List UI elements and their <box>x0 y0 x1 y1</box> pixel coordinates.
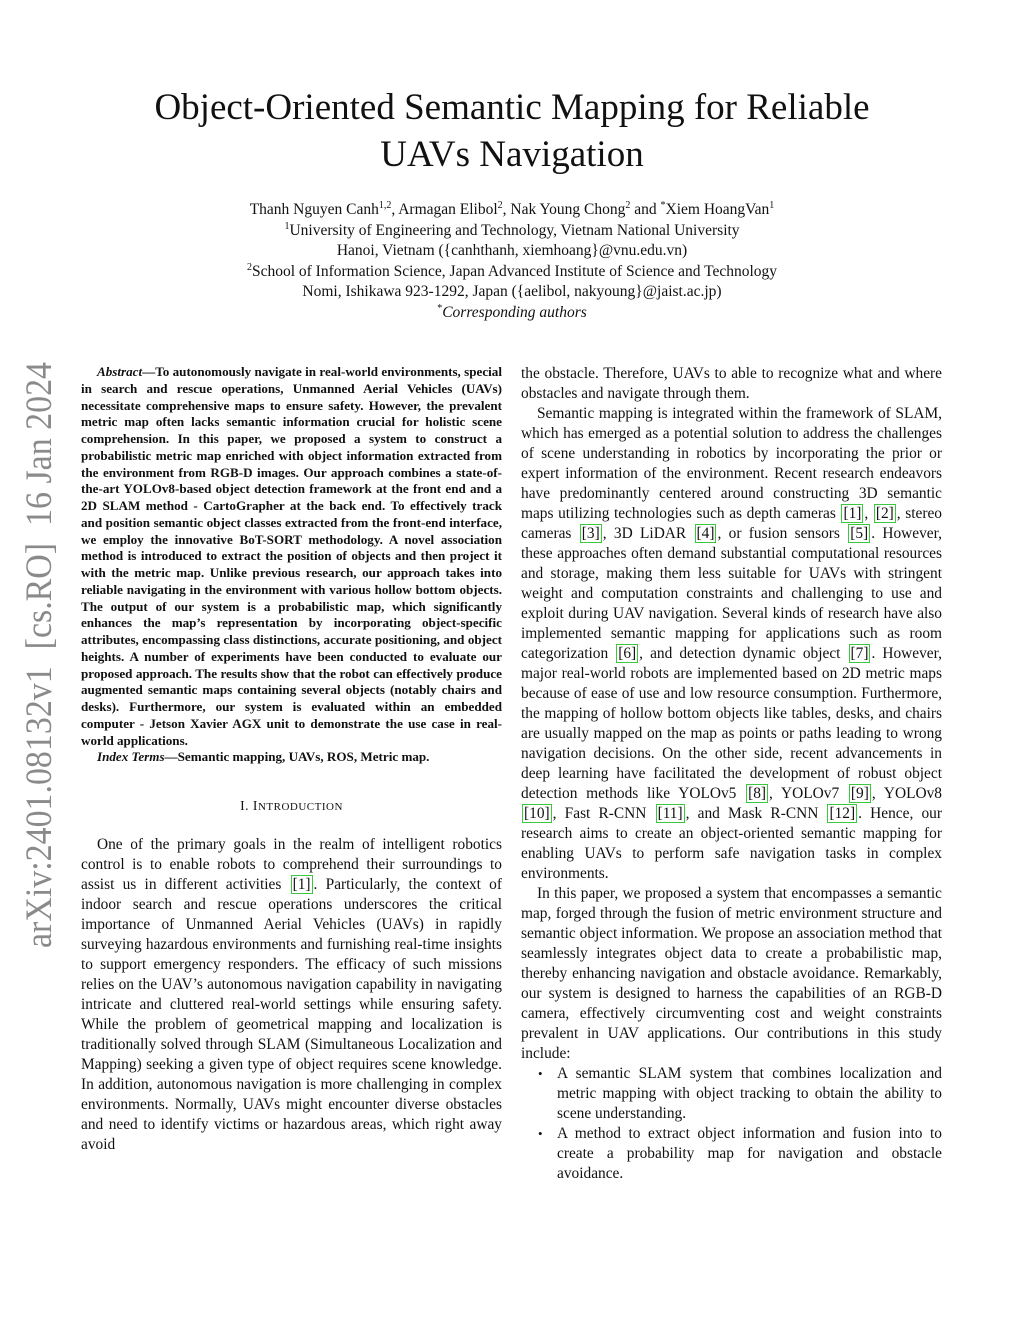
text-run: , 3D LiDAR <box>602 525 694 542</box>
bullet-icon: • <box>538 1126 543 1141</box>
citation-link[interactable]: [12] <box>829 805 856 822</box>
text-run: . However, major real-world robots are implemented based on 2D metric maps because of ease of use and low resource consumption. Furthermore, the mapping of hollow bottom objects like tables, desks, and chairs are usually mapped on the map as points or paths leading to wrong navigation decisions. On the other side, recent advancements in deep learning have facilitated the development of robust object detection methods like YOLOv5 <box>521 645 942 802</box>
abstract-dash: — <box>142 364 156 379</box>
text-run: . Particularly, the context of indoor search and rescue operations underscores the critical importance of Unmanned Aerial Vehicles (UAVs) in rapidly surveying hazardous environments and furnishing real-time insights to support emergency responders. The efficacy of such missions relies on the UAV’s autonomous navigation capability in navigating intricate and cluttered real-world settings while ensuring safety. While the problem of geometrical mapping and localization is traditionally solved through SLAM (Simultaneous Localization and Mapping) seeking a given type of object requires scene knowledge. In addition, autonomous navigation is more challenging in complex environments. Normally, UAVs might encounter diverse obstacles and need to identify victims or hazardous areas, which right away avoid <box>81 876 502 1153</box>
abstract <box>81 364 502 749</box>
text-run: Semantic mapping is integrated within the framework of SLAM, which has emerged as a potential solution to address the challenges of scene understanding in robotics by incorporating the prior or expert information of the environment. Recent research endeavors have predominantly centered around constructing 3D semantic maps utilizing technologies such as depth cameras <box>521 405 942 522</box>
citation-link[interactable]: [1] <box>292 876 311 893</box>
index-terms-dash: — <box>164 749 178 765</box>
author-affil-mark: 1 <box>769 199 775 211</box>
author-line <box>80 200 944 221</box>
citation-link[interactable]: [4] <box>696 525 715 542</box>
author-name: Thanh Nguyen Canh <box>249 201 379 218</box>
affil-mark: 1 <box>284 220 290 232</box>
affiliation-2-address: Nomi, Ishikawa 923-1292, Japan ({aelibol, nakyoung}@jaist.ac.jp) <box>302 283 722 300</box>
author-affil-mark: 1,2 <box>378 199 392 211</box>
intro-paragraph-1 <box>81 835 502 1155</box>
corresponding-mark: * <box>437 302 443 314</box>
section-numeral: I. <box>240 798 253 813</box>
text-run: , stereo cameras <box>521 505 942 542</box>
author-affil-mark: 2 <box>497 199 503 211</box>
author-name: Xiem HoangVan <box>665 201 770 218</box>
text-run: , Fast R-CNN <box>552 805 655 822</box>
text-run: , <box>864 505 873 522</box>
affil-text: School of Information Science, Japan Advanced Institute of Science and Technology <box>251 262 778 280</box>
intro-paragraph-1-continued: the obstacle. Therefore, UAVs to able to recognize what and where obstacles and navigate through them. <box>521 365 942 402</box>
author-block <box>80 200 944 323</box>
author-affil-mark: 2 <box>625 199 631 211</box>
paper-title <box>80 84 944 178</box>
affiliation-2 <box>80 262 944 283</box>
text-run: , YOLOv7 <box>769 785 848 802</box>
corresponding-text: Corresponding authors <box>442 303 587 321</box>
abstract-text: To autonomously navigate in real-world environments, special in search and rescue operations, Unmanned Aerial Vehicles (UAVs) necessitate comprehensive maps to ensure safety. However, the prevalent metric map often lacks semantic information crucial for holistic scene comprehension. In this paper, we proposed a system to construct a probabilistic metric map enriched with object information extracted from the environment from RGB-D images. Our approach combines a state-of-the-art YOLOv8-based object detection framework at the front end and a 2D SLAM method - CartoGrapher at the back end. To effectively track and position semantic object classes extracted from the front-end interface, we employ the innovative BoT-SORT methodology. A novel association method is introduced to extract the position of objects and then project it with the metric map. Unlike previous research, our approach takes into reliable navigating in the environment with various hollow bottom objects. The output of our system is a probabilistic map, which significantly enhances the map’s representation by incorporating object-specific attributes, encompassing class distinctions, accurate positioning, and object heights. A number of experiments have been conducted to evaluate our proposed approach. The results show that the robot can effectively produce augmented semantic maps containing several objects (notably chairs and desks). Furthermore, our system is evaluated within an embedded computer - Jetson Xavier AGX unit to demonstrate the use case in real-world applications. <box>81 364 502 748</box>
citation-link[interactable]: [11] <box>657 805 683 822</box>
corresponding-mark: * <box>660 199 666 211</box>
text-run: , or fusion sensors <box>717 525 848 542</box>
citation-link[interactable]: [7] <box>850 645 869 662</box>
title-line-2: UAVs Navigation <box>380 134 644 175</box>
citation-link[interactable]: [8] <box>748 785 767 802</box>
right-column <box>521 364 942 1184</box>
affil-mark: 2 <box>246 261 252 273</box>
abstract-label: Abstract <box>97 364 143 379</box>
affil-text: University of Engineering and Technology, Vietnam National University <box>289 221 740 239</box>
citation-link[interactable]: [10] <box>524 805 550 822</box>
contribution-text: A method to extract object information and fusion into to create a probability map for navigation and obstacle avoidance. <box>557 1125 942 1182</box>
text-run: , and Mask R-CNN <box>685 805 827 822</box>
section-heading-introduction <box>81 796 502 817</box>
title-line-1: Object-Oriented Semantic Mapping for Reliable <box>154 87 870 128</box>
index-terms <box>81 749 502 766</box>
citation-link[interactable]: [1] <box>843 505 862 522</box>
corresponding-note <box>80 303 944 324</box>
affiliation-1 <box>80 221 944 242</box>
citation-link[interactable]: [5] <box>850 525 869 542</box>
text-run: . Hence, our research aims to create an object-oriented semantic mapping for enabling UAVs to perform safe navigation tasks in complex environments. <box>521 805 942 882</box>
author-separator: , <box>502 201 511 218</box>
bullet-icon: • <box>538 1066 543 1081</box>
index-terms-text: Semantic mapping, UAVs, ROS, Metric map. <box>177 749 430 765</box>
author-name: Nak Young Chong <box>510 201 626 218</box>
contribution-text: A semantic SLAM system that combines localization and metric mapping with object tracking to obtain the ability to scene understanding. <box>557 1065 942 1122</box>
text-run: , YOLOv8 <box>871 785 942 802</box>
intro-paragraph-3: In this paper, we proposed a system that encompasses a semantic map, forged through the fusion of metric environment structure and semantic object information. We propose an association method that seamlessly integrates object data to create a probabilistic map, thereby enhancing navigation and obstacle avoidance. Remarkably, our system is designed to harness the capabilities of an RGB-D camera, effectively circumventing cost and weight constraints prevalent in UAV applications. Our contributions in this study include: <box>521 885 942 1062</box>
contributions-list <box>521 1064 942 1184</box>
author-separator: and <box>630 201 661 218</box>
contribution-item <box>521 1064 942 1124</box>
citation-link[interactable]: [2] <box>875 505 894 522</box>
arxiv-stamp <box>6 360 66 950</box>
intro-paragraph-2 <box>521 404 942 884</box>
citation-link[interactable]: [9] <box>850 785 869 802</box>
arxiv-id-text: arXiv:2401.08132v1 [cs.RO] 16 Jan 2024 <box>18 360 59 948</box>
affiliation-1-address: Hanoi, Vietnam ({canhthanh, xiemhoang}@vnu.edu.vn) <box>336 242 688 259</box>
contribution-item <box>521 1124 942 1184</box>
section-initial: I <box>252 798 258 813</box>
author-separator: , <box>391 201 399 218</box>
section-title-rest: NTRODUCTION <box>257 801 343 813</box>
left-column <box>81 364 502 1155</box>
text-run: One of the primary goals in the realm of intelligent robotics control is to enable robots to comprehend their surroundings to assist us in different activities <box>81 836 502 893</box>
citation-link[interactable]: [6] <box>618 645 637 662</box>
citation-link[interactable]: [3] <box>581 525 600 542</box>
text-run: . However, these approaches often demand substantial computational resources and storage, making them less suitable for UAVs with stringent weight and computation constraints and challenging to use and exploit during UAV navigation. Several kinds of research have also implemented semantic mapping for applications such as room categorization <box>521 525 942 662</box>
author-name: Armagan Elibol <box>398 201 498 218</box>
text-run: , and detection dynamic object <box>639 645 848 662</box>
index-terms-label: Index Terms <box>97 749 165 765</box>
